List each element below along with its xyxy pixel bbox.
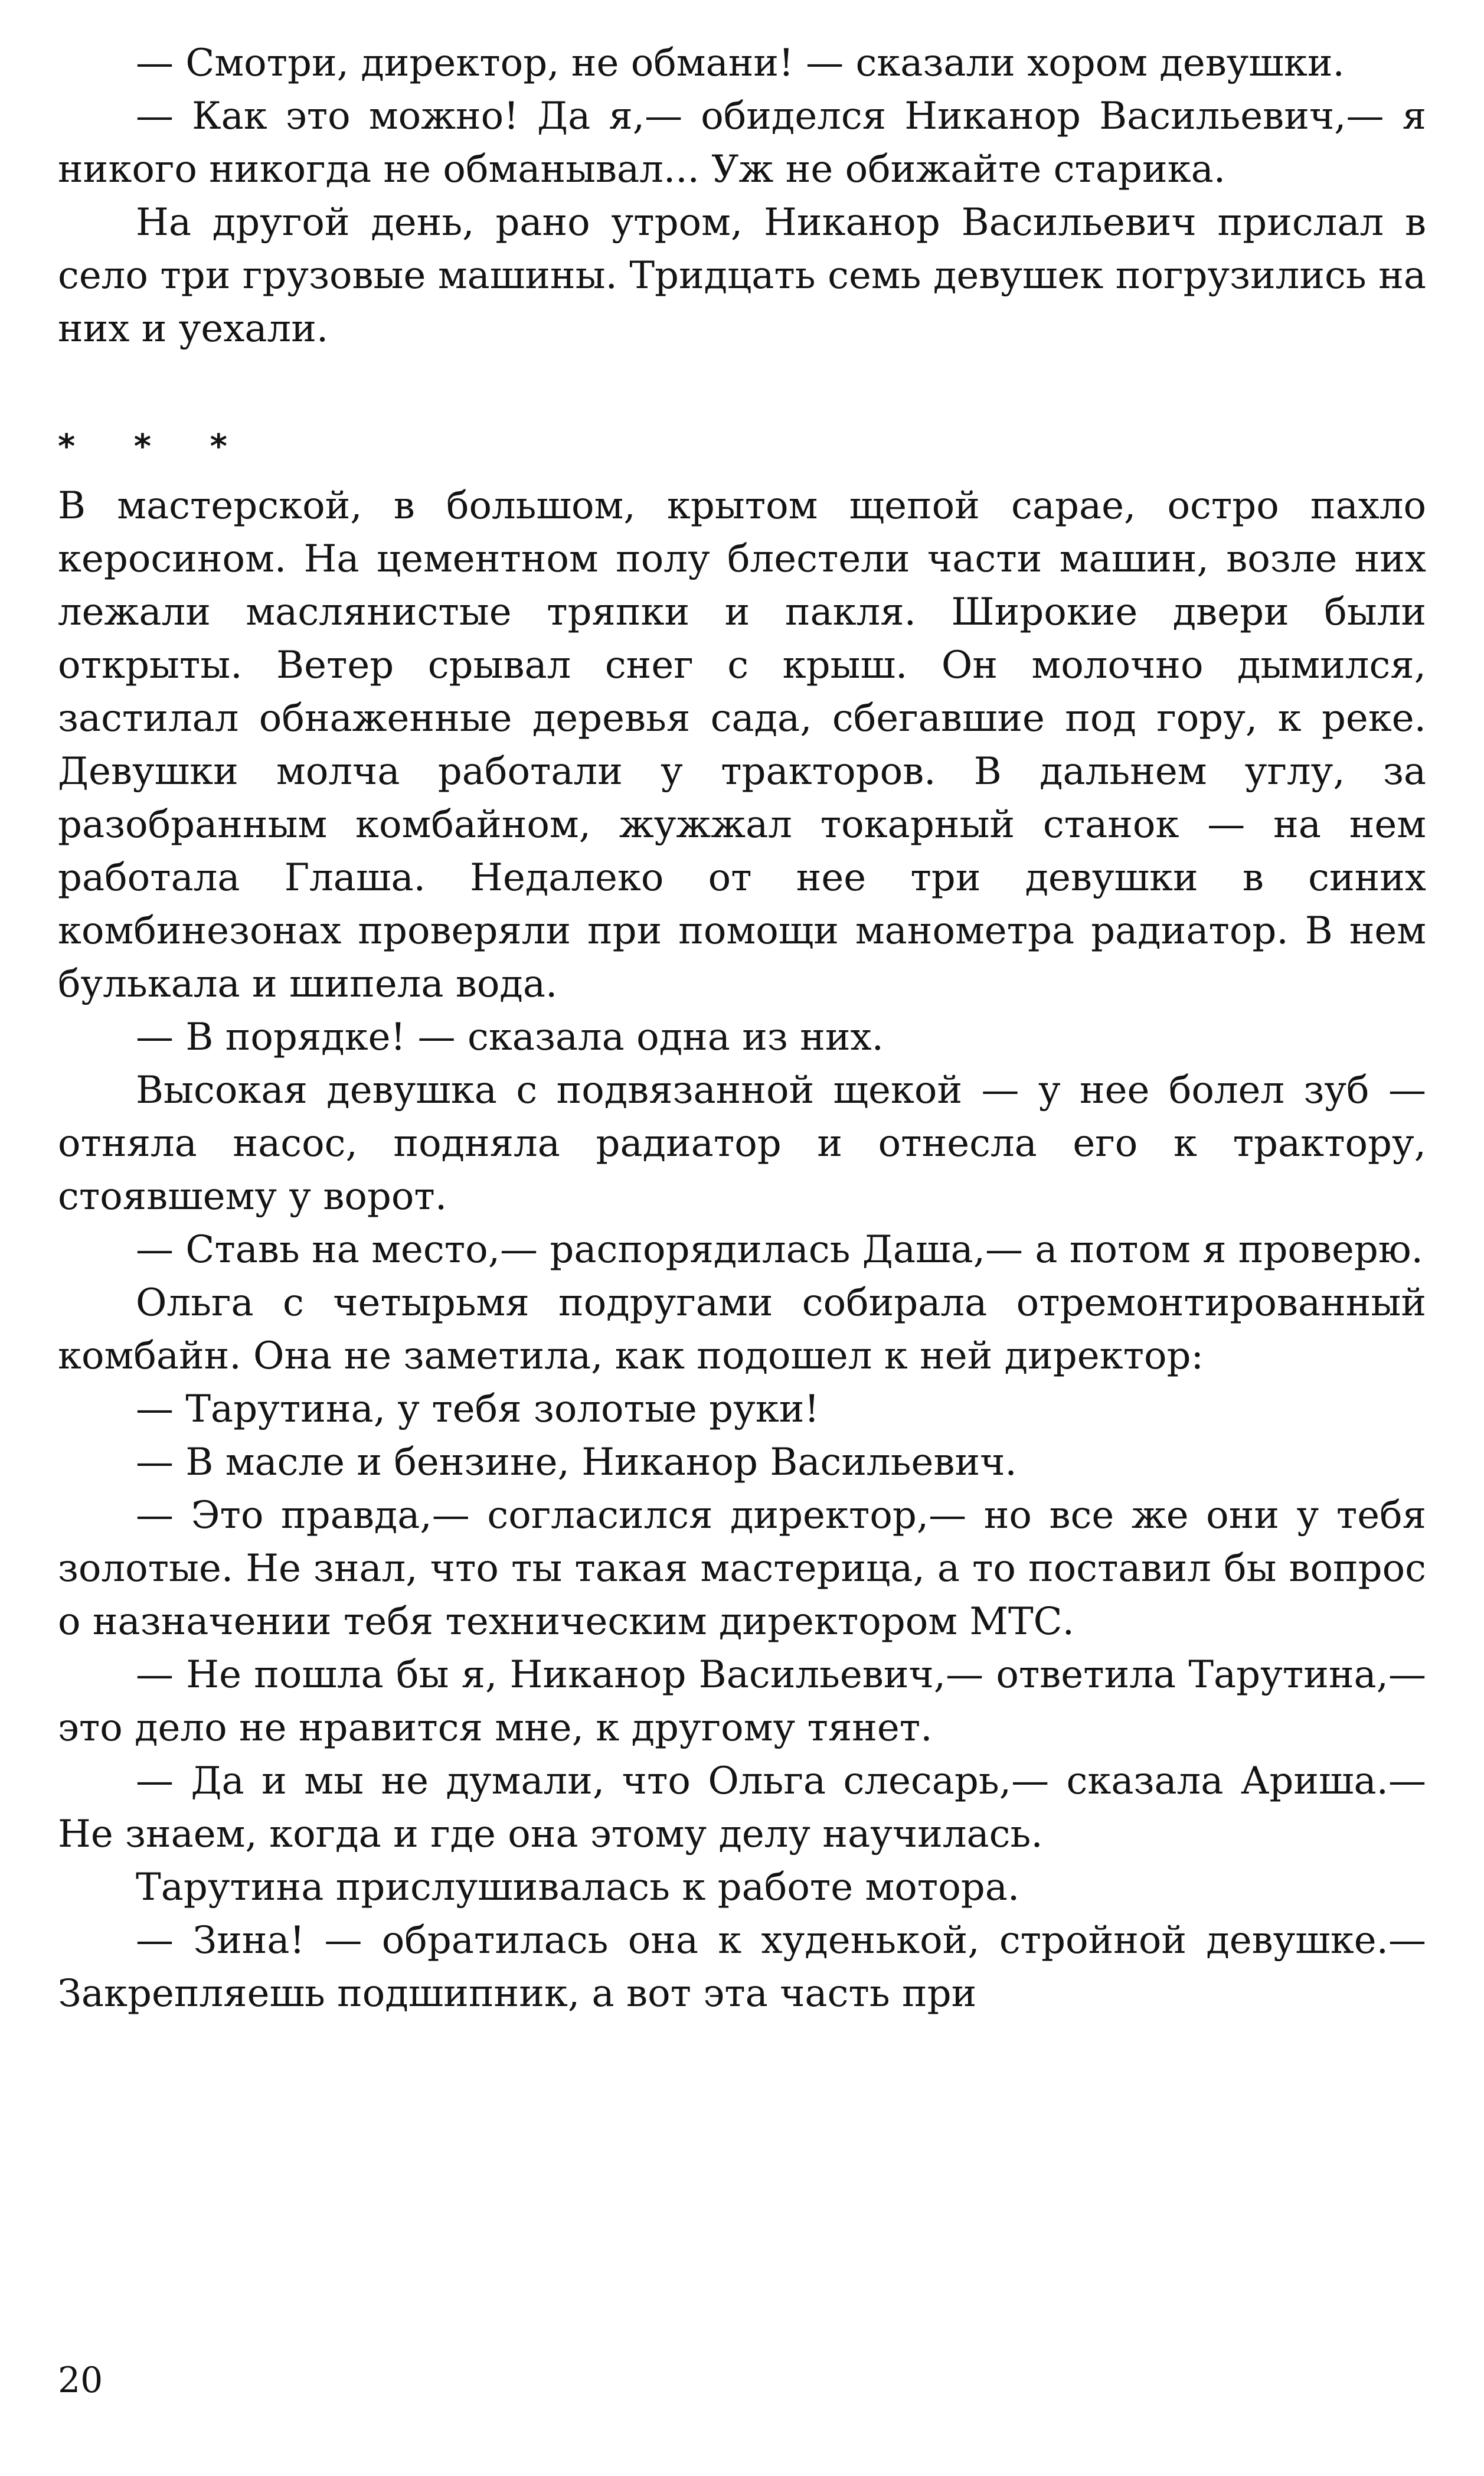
- text-block-dialogue: [58, 37, 1426, 355]
- paragraph: — Это правда,— согласился директор,— но все же они у тебя золотые. Не знал, что ты такая мастерица, а то поставил бы вопрос о назначении тебя техническим директором МТС.: [58, 1494, 1426, 1644]
- paragraph: На другой день, рано утром, Никанор Васильевич прислал в село три грузовые машины. Тридцать семь девушек погрузились на них и уехали.: [58, 201, 1426, 351]
- paragraph: — Зина! — обратилась она к худенькой, стройной девушке.— Закрепляешь подшипник, а вот эта часть при: [58, 1919, 1426, 2016]
- paragraph: — Ставь на место,— распорядилась Даша,— а потом я проверю.: [136, 1228, 1423, 1272]
- paragraph: — В порядке! — сказала одна из них.: [136, 1015, 884, 1059]
- paragraph: — Как это можно! Да я,— обиделся Никанор Васильевич,— я никого никогда не обманывал... Уж не обижайте старика.: [58, 94, 1426, 191]
- page-number: 20: [58, 2360, 103, 2401]
- paragraph: — Да и мы не думали, что Ольга слесарь,— сказала Ариша.— Не знаем, когда и где она этому делу научилась.: [58, 1759, 1426, 1856]
- paragraph: Ольга с четырьмя подругами собирала отремонтированный комбайн. Она не заметила, как подошел к ней директор:: [58, 1281, 1426, 1378]
- section-break-asterisks: * * *: [58, 427, 251, 466]
- page-body: [58, 37, 1426, 2020]
- paragraph: Тарутина прислушивалась к работе мотора.: [136, 1866, 1020, 1909]
- paragraph: — Не пошла бы я, Никанор Васильевич,— ответила Тарутина,— это дело не нравится мне, к другому тянет.: [58, 1653, 1426, 1750]
- paragraph: — Тарутина, у тебя золотые руки!: [136, 1387, 820, 1431]
- paragraph: — В масле и бензине, Никанор Васильевич.: [136, 1440, 1017, 1484]
- paragraph-opening: В мастерской, в большом, крытом щепой сарае, остро пахло керосином. На цементном полу блестели части машин, возле них лежали маслянистые тряпки и пакля. Широкие двери были открыты. Ветер срывал снег с крыш. Он молочно дымился, застилал обнаженные деревья сада, сбегавшие под гору, к реке. Девушки молча работали у тракторов. В дальнем углу, за разобранным комбайном, жужжал токарный станок — на нем работала Глаша. Недалеко от нее три девушки в синих комбинезонах проверяли при помощи манометра радиатор. В нем булькала и шипела вода.: [58, 484, 1426, 1006]
- paragraph: — Смотри, директор, не обмани! — сказали хором девушки.: [136, 41, 1345, 85]
- paragraph: Высокая девушка с подвязанной щекой — у нее болел зуб — отняла насос, подняла радиатор и отнесла его к трактору, стоявшему у ворот.: [58, 1069, 1426, 1219]
- text-block-workshop: [58, 479, 1426, 2020]
